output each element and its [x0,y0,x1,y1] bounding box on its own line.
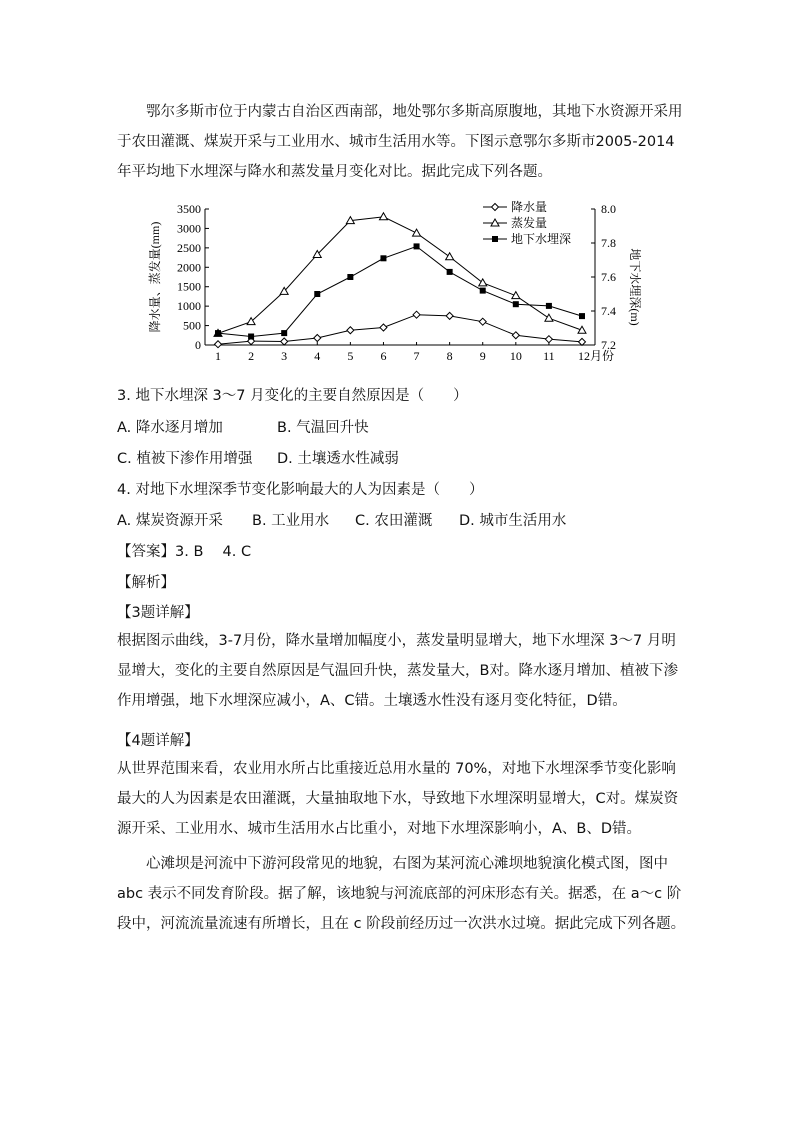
data-point [248,334,254,340]
series-line [218,315,582,345]
left-tick-label: 0 [195,338,201,352]
left-tick-label: 1000 [177,299,201,314]
data-point [281,338,288,345]
x-tick-label: 2 [248,349,255,363]
legend-marker [492,204,499,211]
q4-detail-label: 【4题详解】 [117,733,199,749]
q3-options-row1 [117,416,369,437]
x-tick-label: 3 [281,349,288,363]
data-point [579,313,585,319]
data-point [347,274,353,280]
q3-option-b: B. 气温回升快 [277,420,369,436]
right-tick-label: 7.4 [601,304,616,318]
x-tick-label: 8 [446,349,453,363]
x-tick-label: 11 [543,349,555,363]
x-tick-label: 6 [380,349,387,363]
q4-option-a: A. 煤炭资源开采 [117,513,223,529]
legend-label: 地下水埋深 [511,232,572,246]
q3-options-row2 [117,447,399,468]
data-point [579,338,586,345]
data-point [446,312,453,319]
right-tick-label: 8.0 [601,202,616,216]
chart-ticks [147,202,643,363]
line-chart [145,197,655,365]
left-tick-label: 2000 [177,260,201,275]
chart-legend [483,199,571,246]
q4-detail: 从世界范围来看，农业用水所占比重接近总用水量的 70%，对地下水埋深季节变化影响最大的人为因素是农田灌溉，大量抽取地下水，导致地下水埋深明显增大，C对。煤炭资源开采、工业用水、城市生活用水占比重小，对地下水埋深影响小，A、B、D错。 [117,761,679,837]
data-point [413,311,420,318]
data-point [380,324,387,331]
next-question-intro: 心滩坝是河流中下游河段常见的地貌，右图为某河流心滩坝地貌演化模式图，图中 abc 表示不同发育阶段。据了解，该地貌与河流底部的河床形态有关。据悉，在 a～c 阶段中，河流流量流速有所增长，且在 c 阶段前经历过一次洪水过境。据此完成下列各题。 [117,856,686,932]
q3-detail-label: 【3题详解】 [117,605,199,621]
data-point [380,255,386,261]
q4-stem: 4. 对地下水埋深季节变化影响最大的人为因素是（ ） [117,482,484,498]
data-point [215,330,221,336]
left-axis-label: 降水量、蒸发量(mm) [148,221,162,333]
x-tick-label: 4 [314,349,321,363]
data-point [447,269,453,275]
q4-option-c: C. 农田灌溉 [355,513,433,529]
data-point [512,332,519,339]
answer-line: 【答案】3. B 4. C [117,544,252,560]
data-point [314,335,321,342]
intro-paragraph: 鄂尔多斯市位于内蒙古自治区西南部，地处鄂尔多斯高原腹地，其地下水资源开采用于农田灌溉、煤炭开采与工业用水、城市生活用水等。下图示意鄂尔多斯市2005-2014年平均地下水埋深与降水和蒸发量月变化对比。据此完成下列各题。 [117,104,683,180]
data-point [546,303,552,309]
data-point [414,243,420,249]
analysis-label: 【解析】 [117,575,175,591]
x-tick-label: 5 [347,349,354,363]
data-point [314,291,320,297]
x-tick-label: 7 [413,349,420,363]
data-point [446,253,454,260]
right-tick-label: 7.2 [601,338,616,352]
legend-marker [492,236,498,242]
left-tick-label: 3000 [177,221,201,236]
data-point [215,341,222,348]
x-tick-label: 1 [215,349,221,363]
series-line [218,246,582,336]
data-point [545,314,553,321]
q4-option-b: B. 工业用水 [252,513,330,529]
q3-option-a: A. 降水逐月增加 [117,420,223,436]
data-point [413,229,421,236]
series-0 [215,311,586,348]
right-axis-label: 地下水埋深(m) [628,248,642,326]
left-tick-label: 500 [183,318,201,333]
q3-detail: 根据图示曲线，3-7月份，降水量增加幅度小，蒸发量明显增大，地下水埋深 3～7 月明显增大，变化的主要自然原因是气温回升快，蒸发量大，B对。降水逐月增加、植被下渗作用增强，地下水埋深应减小，A、C错。土壤透水性没有逐月变化特征，D错。 [117,633,678,709]
q3-option-d: D. 土壤透水性减弱 [277,451,399,467]
data-point [281,330,287,336]
x-tick-label: 12月份 [578,349,615,363]
data-point [347,327,354,334]
q3-stem: 3. 地下水埋深 3～7 月变化的主要自然原因是（ ） [117,388,468,404]
data-point [513,301,519,307]
legend-label: 蒸发量 [511,216,548,230]
left-tick-label: 2500 [177,240,201,255]
data-point [479,279,487,286]
left-tick-label: 1500 [177,279,201,294]
series-2 [215,243,585,339]
right-tick-label: 7.8 [601,236,616,250]
left-tick-label: 3500 [177,202,201,216]
data-point [480,288,486,294]
q3-option-c: C. 植被下渗作用增强 [117,451,253,467]
data-point [512,292,520,299]
legend-label: 降水量 [511,200,548,214]
data-point [379,213,387,220]
q4-options [117,509,566,530]
right-tick-label: 7.6 [601,270,616,284]
x-tick-label: 10 [509,349,522,363]
x-tick-label: 9 [479,349,486,363]
data-point [545,336,552,343]
q4-option-d: D. 城市生活用水 [459,513,567,529]
data-point [479,318,486,325]
